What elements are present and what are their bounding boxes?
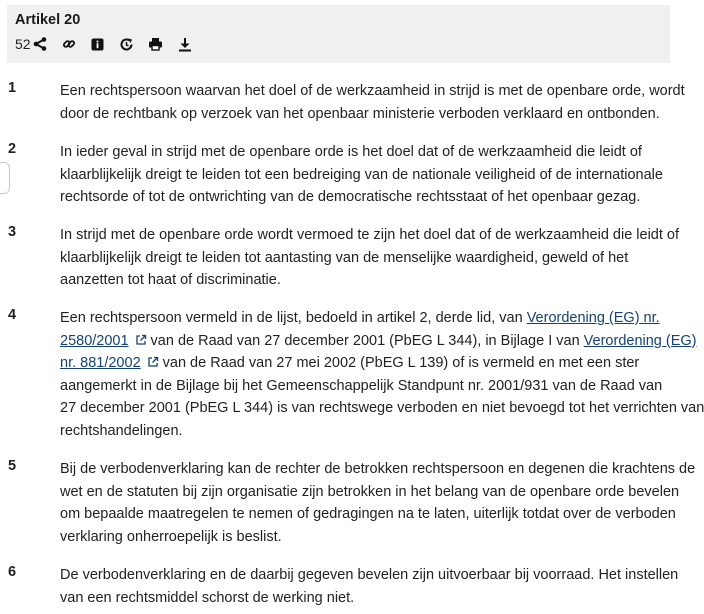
text-line: klaarblijkelijk dreigt te leiden tot aantasting van de menselijke waardigheid, geweld of het: [60, 249, 629, 266]
text-line: Een rechtspersoon waarvan het doel of de werkzaamheid in strijd is met de openbare orde, wordt: [60, 83, 685, 99]
text-line: [60, 307, 672, 330]
text-line: om bepaalde maatregelen te nemen of gedragingen na te laten, uiterlijk totdat over de verboden: [60, 506, 676, 523]
text-line: door de rechtbank op verzoek van het openbaar ministerie verboden verklaard en ontbonden.: [60, 105, 660, 122]
text-line: In ieder geval in strijd met de openbare orde is het doel dat of de werkzaamheid die leidt of: [60, 144, 642, 160]
text-segment: van de Raad van 27 mei 2002 (PbEG L 139) of is vermeld en met een ster: [162, 355, 640, 372]
text-line: 27 december 2001 (PbEG L 344) is van rechtswege verboden en niet bevoegd tot het verrichten van: [60, 400, 704, 417]
share-icon: [33, 37, 47, 51]
text-segment: Een rechtspersoon vermeld in de lijst, bedoeld in artikel 2, derde lid, van: [60, 310, 527, 326]
paragraph-number: 5: [8, 458, 17, 474]
download-icon[interactable]: [177, 36, 193, 52]
paragraph-number: 6: [8, 564, 17, 580]
text-line: De verbodenverklaring en de daarbij gegeven bevelen zijn uitvoerbaar bij voorraad. Het instellen: [60, 567, 679, 583]
paragraph-number: 3: [8, 224, 17, 240]
link-icon[interactable]: [61, 36, 77, 52]
external-link-icon[interactable]: [147, 356, 159, 368]
paragraph-number: 4: [8, 307, 17, 323]
text-line: [60, 352, 672, 375]
paragraph-number: 2: [8, 141, 17, 157]
link-verordening-881-2002[interactable]: Verordening (EG): [583, 332, 697, 349]
external-link-icon[interactable]: [135, 334, 147, 346]
paragraph-text: [60, 307, 704, 443]
text-line: van een rechtsmiddel schorst de werking niet.: [60, 589, 355, 606]
link-verordening-2580-2001-cont[interactable]: 2580/2001: [60, 332, 129, 349]
paragraph-text: [60, 141, 672, 209]
text-line: klaarblijkelijk dreigt te leiden tot een bedreiging van de nationale veiligheid of de internationale: [60, 166, 663, 183]
paragraph-text: [60, 564, 679, 609]
text-line: aangemerkt in de Bijlage bij het Gemeenschappelijk Standpunt nr. 2001/931 van de Raad van: [60, 377, 663, 394]
text-line: In strijd met de openbare orde wordt vermoed te zijn het doel dat of de werkzaamheid die leidt of: [60, 227, 680, 243]
share-count-button[interactable]: [15, 36, 47, 52]
text-line: verklaring onherroepelijk is beslist.: [60, 528, 282, 545]
paragraph-number: 1: [8, 80, 17, 96]
text-line: wet en de statuten bij zijn organisatie zijn betrokken in het belang van de openbare orde bevelen: [60, 483, 680, 500]
link-verordening-881-2002-cont[interactable]: nr. 881/2002: [60, 355, 141, 372]
text-line: aanzetten tot haat of discriminatie.: [60, 272, 281, 289]
article-header: [7, 5, 670, 63]
paragraph-text: [60, 458, 696, 548]
history-icon[interactable]: [119, 36, 135, 52]
paragraph-text: [60, 80, 685, 125]
info-icon[interactable]: [90, 36, 106, 52]
article-toolbar: [15, 34, 193, 54]
text-line: [60, 330, 697, 353]
text-line: Bij de verbodenverklaring kan de rechter de betrokken rechtspersoon en degenen die krachtens de: [60, 461, 696, 477]
print-icon[interactable]: [148, 36, 164, 52]
text-line: rechtshandelingen.: [60, 422, 183, 439]
text-segment: van de Raad van 27 december 2001 (PbEG L 344), in Bijlage I van: [150, 332, 584, 349]
article-title: Artikel 20: [15, 12, 81, 28]
text-line: rechtsorde of tot de ontwrichting van de democratische rechtsstaat of het openbaar gezag.: [60, 189, 641, 206]
paragraph-text: [60, 224, 680, 292]
side-panel-tab[interactable]: [0, 162, 10, 194]
link-verordening-2580-2001[interactable]: Verordening (EG) nr.: [526, 310, 660, 326]
share-count: 52: [15, 36, 31, 52]
